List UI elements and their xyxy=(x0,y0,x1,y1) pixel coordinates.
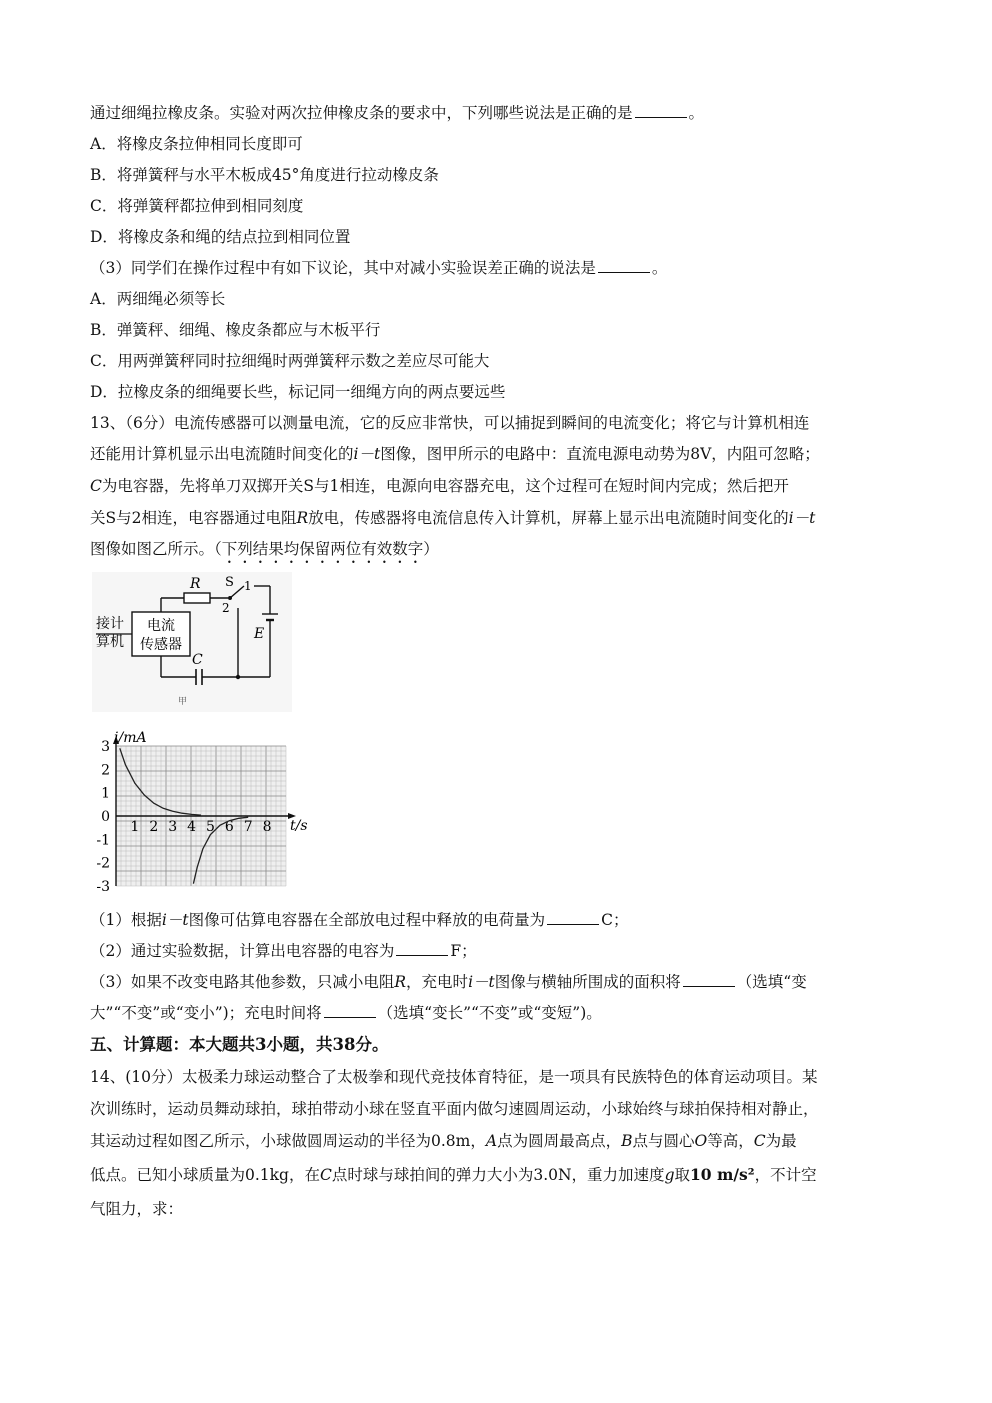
question-13-line-4 xyxy=(90,508,815,528)
option-c: C．用两弹簧秤同时拉细绳时两弹簧秤示数之差应尽可能大 xyxy=(90,352,490,370)
text-segment: 五、计算题：本大题共 xyxy=(90,1035,255,1054)
question-14-line-4 xyxy=(90,1165,817,1185)
question-14-line-1: 14、(10分）太极柔力球运动整合了太极拳和现代竞技体育特征，是一项具有民族特色的体育运动项目。某 xyxy=(90,1068,818,1086)
section-5-heading xyxy=(90,1035,388,1055)
answer-blank[interactable] xyxy=(547,910,599,925)
x-tick-label: 3 xyxy=(168,819,178,835)
x-tick-label: 6 xyxy=(224,819,234,835)
text-segment: 点为圆周最高点， xyxy=(497,1132,622,1150)
text-segment: 通过细绳拉橡皮条。实验对两次拉伸橡皮条的要求中，下列哪些说法是正确的是 xyxy=(90,104,633,122)
answer-blank[interactable] xyxy=(598,258,650,273)
math-r: R xyxy=(296,509,309,527)
question-13-line-3 xyxy=(90,476,789,496)
question-13-line-1: 13、（6分）电流传感器可以测量电流，它的反应非常快，可以捕捉到瞬间的电流变化；将它与计算机相连 xyxy=(90,414,810,432)
text-segment: 图像如图乙所示。 xyxy=(90,540,215,558)
text-segment: 关S与2相连，电容器通过电阻 xyxy=(90,509,297,527)
x-tick-label: 5 xyxy=(205,819,215,835)
answer-blank[interactable] xyxy=(635,103,687,118)
y-tick-label: -2 xyxy=(96,855,110,872)
sub-question-1 xyxy=(90,910,628,930)
text-segment: C； xyxy=(601,911,629,929)
text-segment: （1）根据 xyxy=(90,911,162,929)
y-tick-label: 2 xyxy=(101,762,110,779)
answer-blank[interactable] xyxy=(683,972,735,987)
answer-blank[interactable] xyxy=(324,1003,376,1018)
math-it: i－t xyxy=(353,445,381,463)
text-segment: 图像可估算电容器在全部放电过程中释放的电荷量为 xyxy=(188,911,546,929)
option-d: D．将橡皮条和绳的结点拉到相同位置 xyxy=(90,228,351,246)
question-13-line-2 xyxy=(90,444,820,464)
switch-pos-2: 2 xyxy=(222,601,230,615)
emf-label: E xyxy=(254,626,265,642)
option-a: A．将橡皮条拉伸相同长度即可 xyxy=(90,135,303,153)
question-14-line-5: 气阻力，求： xyxy=(90,1200,184,1218)
option-a: A．两细绳必须等长 xyxy=(90,290,226,308)
text-segment: （2）通过实验数据，计算出电容器的电容为 xyxy=(90,942,395,960)
x-tick-label: 7 xyxy=(243,819,253,835)
sub-question-3-line-2 xyxy=(90,1003,602,1023)
emphasis-text: （下列结果均保留两位有效数字） xyxy=(214,540,439,558)
sub-question-3-line-1 xyxy=(90,972,807,992)
computer-label: 接计 xyxy=(96,616,124,632)
text-segment: 点与圆心 xyxy=(632,1132,695,1150)
computer-label: 算机 xyxy=(96,634,124,650)
y-tick-label: -3 xyxy=(96,879,110,895)
text-segment: 38 xyxy=(332,1035,356,1054)
text-segment: 点时球与球拍间的弹力大小为3.0N，重力加速度 xyxy=(331,1166,665,1184)
option-b: B．将弹簧秤与水平木板成45°角度进行拉动橡皮条 xyxy=(90,166,439,184)
math-it: i－t xyxy=(788,509,816,527)
text-segment: ，不计空 xyxy=(754,1166,817,1184)
x-tick-label: 1 xyxy=(130,819,140,835)
math-it: i－t xyxy=(468,973,495,991)
text-segment: 其运动过程如图乙所示，小球做圆周运动的半径为0.8m， xyxy=(90,1132,486,1150)
text-segment: 还能用计算机显示出电流随时间变化的 xyxy=(90,445,354,463)
switch-pos-1: 1 xyxy=(244,579,252,593)
text-segment: （选填“变 xyxy=(736,973,807,991)
sensor-label: 电流 xyxy=(147,618,175,634)
math-a: A xyxy=(485,1132,498,1150)
math-o: O xyxy=(694,1132,708,1150)
math-b: B xyxy=(621,1132,633,1150)
math-it: i－t xyxy=(161,911,189,929)
option-d: D．拉橡皮条的细绳要长些，标记同一细绳方向的两点要远些 xyxy=(90,383,506,401)
y-axis-label: i/mA xyxy=(114,730,147,746)
text-segment: （选填“变长”“不变”或“变短”)。 xyxy=(377,1004,602,1022)
figure-caption: 甲 xyxy=(178,697,188,707)
sub-question-2 xyxy=(90,941,477,961)
y-tick-label: 3 xyxy=(101,739,110,755)
math-r: R xyxy=(394,973,407,991)
sensor-label: 传感器 xyxy=(140,637,182,653)
question-13-line-5 xyxy=(90,539,439,567)
y-tick-label: 1 xyxy=(101,785,110,802)
text-segment: 图像，图甲所示的电路中：直流电源电动势为8V，内阻可忽略； xyxy=(380,445,820,463)
text-segment: 。 xyxy=(688,104,705,122)
text-segment: 分。 xyxy=(355,1035,389,1054)
text-segment: 3 xyxy=(255,1035,267,1054)
question-14-line-3 xyxy=(90,1131,797,1151)
x-tick-label: 8 xyxy=(262,819,272,835)
circuit-diagram xyxy=(92,572,292,712)
text-segment: 。 xyxy=(651,259,668,277)
math-c: C xyxy=(90,477,102,495)
text-segment: ，充电时 xyxy=(406,973,469,991)
text-segment: 为电容器，先将单刀双掷开关S与1相连，电源向电容器充电，这个过程可在短时间内完成；然后把开 xyxy=(101,477,789,495)
text-segment: （3）同学们在操作过程中有如下议论，其中对减小实验误差正确的说法是 xyxy=(90,259,596,277)
text-segment: 放电，传感器将电流信息传入计算机，屏幕上显示出电流随时间变化的 xyxy=(308,509,789,527)
text-segment: 为最 xyxy=(765,1132,797,1150)
text-segment: 低点。已知小球质量为0.1kg，在 xyxy=(90,1166,320,1184)
question-14-line-2: 次训练时，运动员舞动球拍，球拍带动小球在竖直平面内做匀速圆周运动，小球始终与球拍保持相对静止， xyxy=(90,1100,819,1118)
math-value: 10 m/s² xyxy=(690,1165,755,1184)
x-axis-label: t/s xyxy=(290,818,308,834)
text-segment: 图像与横轴所围成的面积将 xyxy=(494,973,681,991)
current-time-chart xyxy=(90,728,330,896)
y-tick-label: 0 xyxy=(101,809,110,825)
option-c: C．将弹簧秤都拉伸到相同刻度 xyxy=(90,197,304,215)
text-segment: 取 xyxy=(674,1166,691,1184)
question-12-3-text xyxy=(90,258,667,278)
option-b: B．弹簧秤、细绳、橡皮条都应与木板平行 xyxy=(90,321,381,339)
switch-label: S xyxy=(225,575,234,590)
text-segment: （3）如果不改变电路其他参数，只减小电阻 xyxy=(90,973,395,991)
x-tick-label: 2 xyxy=(149,819,159,835)
capacitor-label: C xyxy=(192,652,203,668)
y-tick-label: -1 xyxy=(96,832,110,849)
text-segment: 等高， xyxy=(707,1132,754,1150)
x-tick-label: 4 xyxy=(187,819,197,835)
question-12-2-text xyxy=(90,103,704,123)
resistor-symbol xyxy=(184,593,210,603)
answer-blank[interactable] xyxy=(396,941,448,956)
math-c: C xyxy=(319,1166,332,1184)
math-g: g xyxy=(664,1166,675,1184)
math-c: C xyxy=(753,1132,766,1150)
text-segment: 大”“不变”或“变小”)；充电时间将 xyxy=(90,1004,322,1022)
resistor-label: R xyxy=(190,576,201,592)
text-segment: 小题，共 xyxy=(266,1035,333,1054)
text-segment: F； xyxy=(450,942,477,960)
